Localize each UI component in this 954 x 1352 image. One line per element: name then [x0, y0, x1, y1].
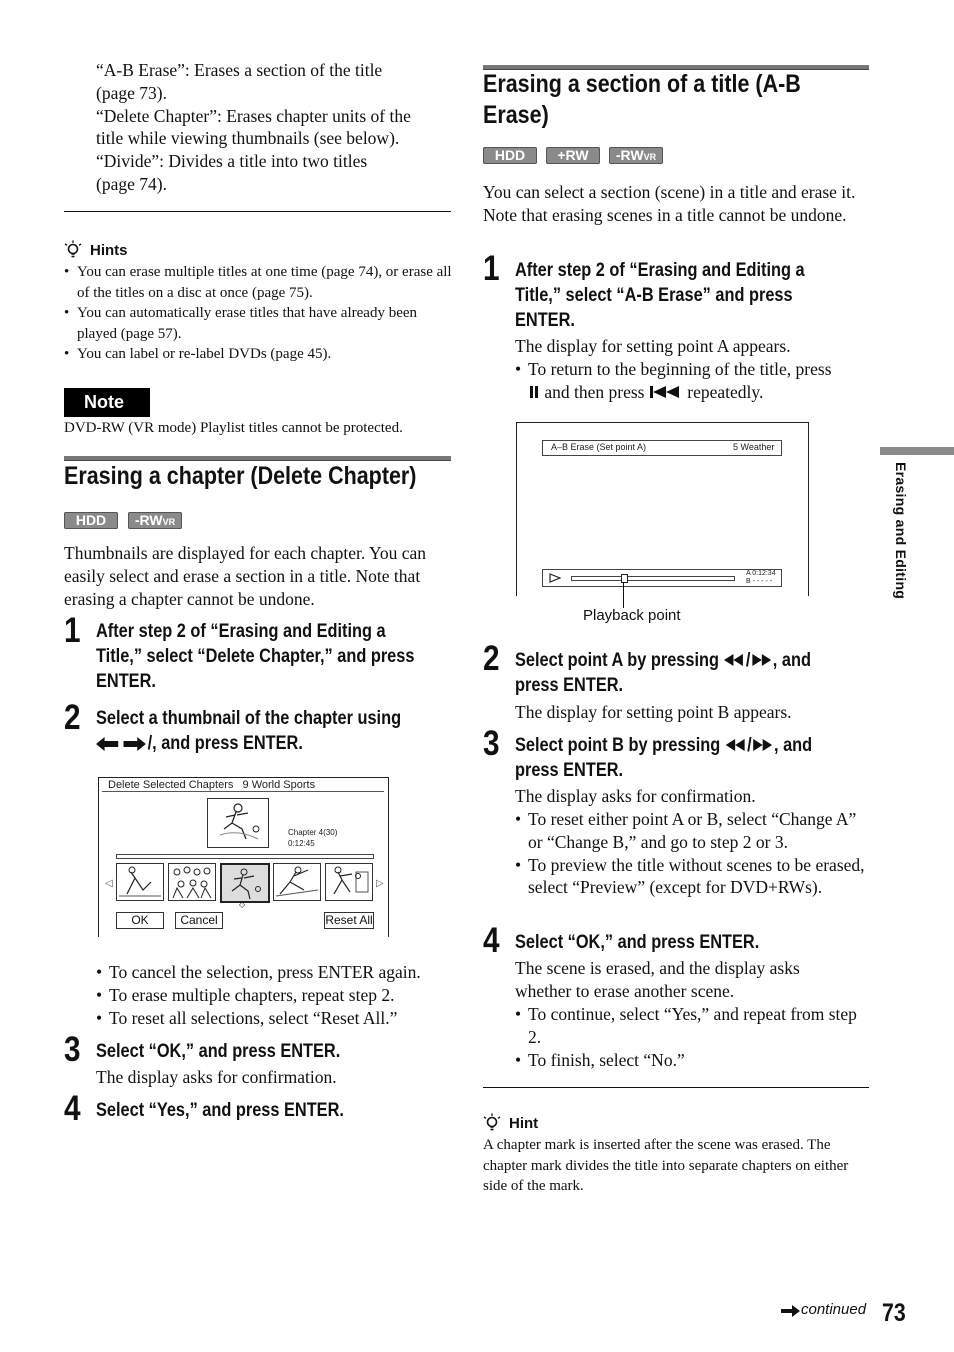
section-title-line: Erasing a section of a title (A-B	[483, 70, 801, 98]
chapter-time: 0:12:45	[288, 839, 315, 848]
step-line-text: /, and press ENTER.	[147, 733, 303, 754]
step-text: Select “OK,” and press ENTER.	[515, 932, 760, 953]
side-tab-label: Erasing and Editing	[893, 462, 909, 600]
bullet-text: To return to the beginning of the title, press	[528, 359, 832, 379]
step-desc: The display asks for confirmation.	[96, 1067, 337, 1087]
step-number: 2	[483, 639, 500, 678]
hint-heading-label: Hint	[509, 1115, 539, 1132]
badge-vr-label: VR	[162, 517, 176, 527]
ok-button[interactable]: OK	[116, 912, 164, 929]
step-line-text: , and	[774, 735, 813, 756]
step-line: press ENTER.	[515, 675, 624, 696]
bullet-text: repeatedly.	[687, 381, 764, 402]
step-desc: The display asks for confirmation.	[515, 786, 756, 806]
delete-chapter-bullets	[96, 961, 466, 1029]
step-line: After step 2 of “Erasing and Editing a	[515, 260, 805, 281]
badge-plus-rw: +RW	[546, 147, 600, 164]
step-line: Title,” select “Delete Chapter,” and press	[96, 646, 415, 667]
badge-hdd: HDD	[64, 512, 118, 529]
rewind-icon	[725, 738, 747, 752]
delete-chapter-intro: Thumbnails are displayed for each chapter. You can easily select and erase a section in a title. Note that erasing a chapter cannot be undone.	[64, 543, 427, 609]
reset-all-button[interactable]: Reset All	[325, 913, 373, 927]
continued-label: continued	[801, 1301, 867, 1318]
badge-rw-vr	[609, 147, 663, 164]
chapter-thumbnail[interactable]	[273, 863, 321, 901]
step-text: Select “OK,” and press ENTER.	[96, 1041, 341, 1062]
chapter-thumbnail[interactable]	[168, 863, 216, 901]
callout-line	[623, 582, 624, 608]
bullet-item: • To reset either point A or B, select “Change A” or “Change B,” and go to step 2 or 3.	[515, 808, 870, 854]
previous-icon	[649, 385, 683, 399]
preview-image	[207, 798, 269, 848]
step-line: ENTER.	[96, 671, 156, 692]
step-text: Select “Yes,” and press ENTER.	[96, 1100, 344, 1121]
bullet-item: • To cancel the selection, press ENTER again.	[96, 961, 466, 984]
bullet-item: • To finish, select “No.”	[515, 1049, 870, 1072]
progress-bar	[571, 576, 735, 581]
play-icon	[549, 573, 561, 583]
step3-bullets	[515, 808, 870, 899]
hints-list	[64, 262, 456, 365]
step-text	[515, 258, 805, 333]
section-title-ab-erase	[483, 69, 801, 131]
intro-line: “Divide”: Divides a title into two titles	[96, 151, 368, 172]
cancel-button[interactable]: Cancel	[175, 912, 223, 929]
scroll-left-icon[interactable]: ◁	[105, 878, 113, 889]
bullet-text: and then press	[544, 381, 645, 402]
chapter-thumbnail[interactable]	[325, 863, 373, 901]
step-desc: The scene is erased, and the display asks whether to erase another scene.	[515, 958, 800, 1001]
screen-header-left: A–B Erase (Set point A)	[551, 442, 647, 452]
chapter-thumbnail[interactable]	[116, 863, 164, 901]
bullet-item: • To reset all selections, select “Reset All.”	[96, 1007, 466, 1030]
hint-item: • You can automatically erase titles that have already been played (page 57).	[64, 303, 456, 344]
intro-line: (page 73).	[96, 82, 167, 103]
step-line-text: , and	[772, 650, 811, 671]
hint-item: • You can label or re-label DVDs (page 45).	[64, 344, 456, 365]
step-number: 1	[64, 611, 81, 650]
step-line: ENTER.	[515, 310, 575, 331]
fast-forward-icon	[750, 653, 772, 667]
hint-item: • You can erase multiple titles at one time (page 74), or erase all of the titles on a disc at once (page 75).	[64, 262, 456, 303]
selection-marker: ◇	[239, 900, 246, 909]
lightbulb-icon	[64, 240, 82, 260]
side-tab-marker	[880, 447, 954, 455]
lightbulb-icon	[483, 1113, 501, 1133]
hints-heading-label: Hints	[90, 242, 128, 259]
point-b-time: B - - - - -	[746, 578, 773, 585]
badge-rw-label: -RW	[134, 512, 163, 528]
left-arrow-icon	[96, 736, 118, 752]
step-desc: The display for setting point B appears.	[515, 702, 792, 722]
step-text	[96, 619, 414, 694]
section-title-delete-chapter: Erasing a chapter (Delete Chapter)	[64, 462, 417, 490]
intro-line: “A-B Erase”: Erases a section of the title	[96, 60, 383, 80]
ab-erase-intro: You can select a section (scene) in a title and erase it. Note that erasing scenes in a title cannot be undone.	[483, 182, 856, 225]
page-number: 73	[882, 1299, 906, 1327]
badge-vr-label: VR	[643, 152, 657, 162]
step-text	[515, 648, 811, 698]
intro-text	[96, 59, 456, 196]
chapter-thumbnail-selected[interactable]	[220, 863, 270, 903]
bullet-item: • To erase multiple chapters, repeat step 2.	[96, 984, 466, 1007]
step-text	[515, 733, 812, 783]
screen-header: Delete Selected Chapters 9 World Sports	[108, 779, 316, 791]
playback-point-label: Playback point	[583, 607, 681, 624]
hint-text: A chapter mark is inserted after the scene was erased. The chapter mark divides the title into separate chapters on either side of the mark.	[483, 1137, 849, 1194]
point-a-time: A 0:12:34	[746, 570, 776, 577]
step-number: 4	[483, 921, 500, 960]
step-line: Select point B by pressing / , and	[515, 735, 813, 756]
step-line: After step 2 of “Erasing and Editing a	[96, 621, 386, 642]
soccer-player-image	[208, 799, 268, 847]
step-line: Select point A by pressing / , and	[515, 650, 811, 671]
screen-header-right: 5 Weather	[733, 442, 775, 452]
intro-line: (page 74).	[96, 173, 167, 194]
continued-arrow-icon	[781, 1304, 801, 1318]
step-line-text: Select point A by pressing	[515, 650, 719, 671]
section-title-line: Erase)	[483, 101, 549, 129]
badge-hdd: HDD	[483, 147, 537, 164]
note-heading: Note	[64, 388, 150, 417]
pause-icon	[528, 385, 540, 399]
rewind-icon	[724, 653, 746, 667]
step-number: 3	[483, 724, 500, 763]
bullet-item: • To preview the title without scenes to be erased, select “Preview” (except for DVD+RWs).	[515, 854, 870, 900]
step-line	[96, 731, 401, 756]
step-number: 2	[64, 698, 81, 737]
step-text	[96, 706, 401, 756]
step-number: 4	[64, 1089, 81, 1128]
step-number: 1	[483, 249, 500, 288]
step4-bullets	[515, 1003, 870, 1071]
divider	[64, 211, 451, 212]
step1-bullet: • To return to the beginning of the title, press and then press repeatedly.	[515, 359, 832, 402]
fast-forward-icon	[752, 738, 774, 752]
note-text: DVD-RW (VR mode) Playlist titles cannot be protected.	[64, 420, 403, 436]
badge-rw-label: -RW	[615, 147, 644, 163]
delete-chapter-screen	[98, 777, 390, 937]
step-number: 3	[64, 1030, 81, 1069]
ab-erase-screen	[516, 422, 809, 597]
step-line: Select a thumbnail of the chapter using	[96, 708, 402, 729]
step-line: Title,” select “A-B Erase” and press	[515, 285, 793, 306]
intro-line: title while viewing thumbnails (see below).	[96, 128, 400, 149]
intro-line: “Delete Chapter”: Erases chapter units of the	[96, 105, 411, 126]
right-arrow-icon	[124, 736, 146, 752]
bullet-item: • To continue, select “Yes,” and repeat from step 2.	[515, 1003, 870, 1049]
chapter-number: Chapter 4(30)	[288, 828, 338, 837]
step-desc: The display for setting point A appears.	[515, 336, 791, 356]
badge-rw-vr	[128, 512, 182, 529]
step-line-text: Select point B by pressing	[515, 735, 721, 756]
scroll-right-icon[interactable]: ▷	[376, 878, 384, 889]
divider	[483, 1087, 869, 1088]
chapter-bar	[116, 854, 374, 859]
step-line: press ENTER.	[515, 760, 624, 781]
